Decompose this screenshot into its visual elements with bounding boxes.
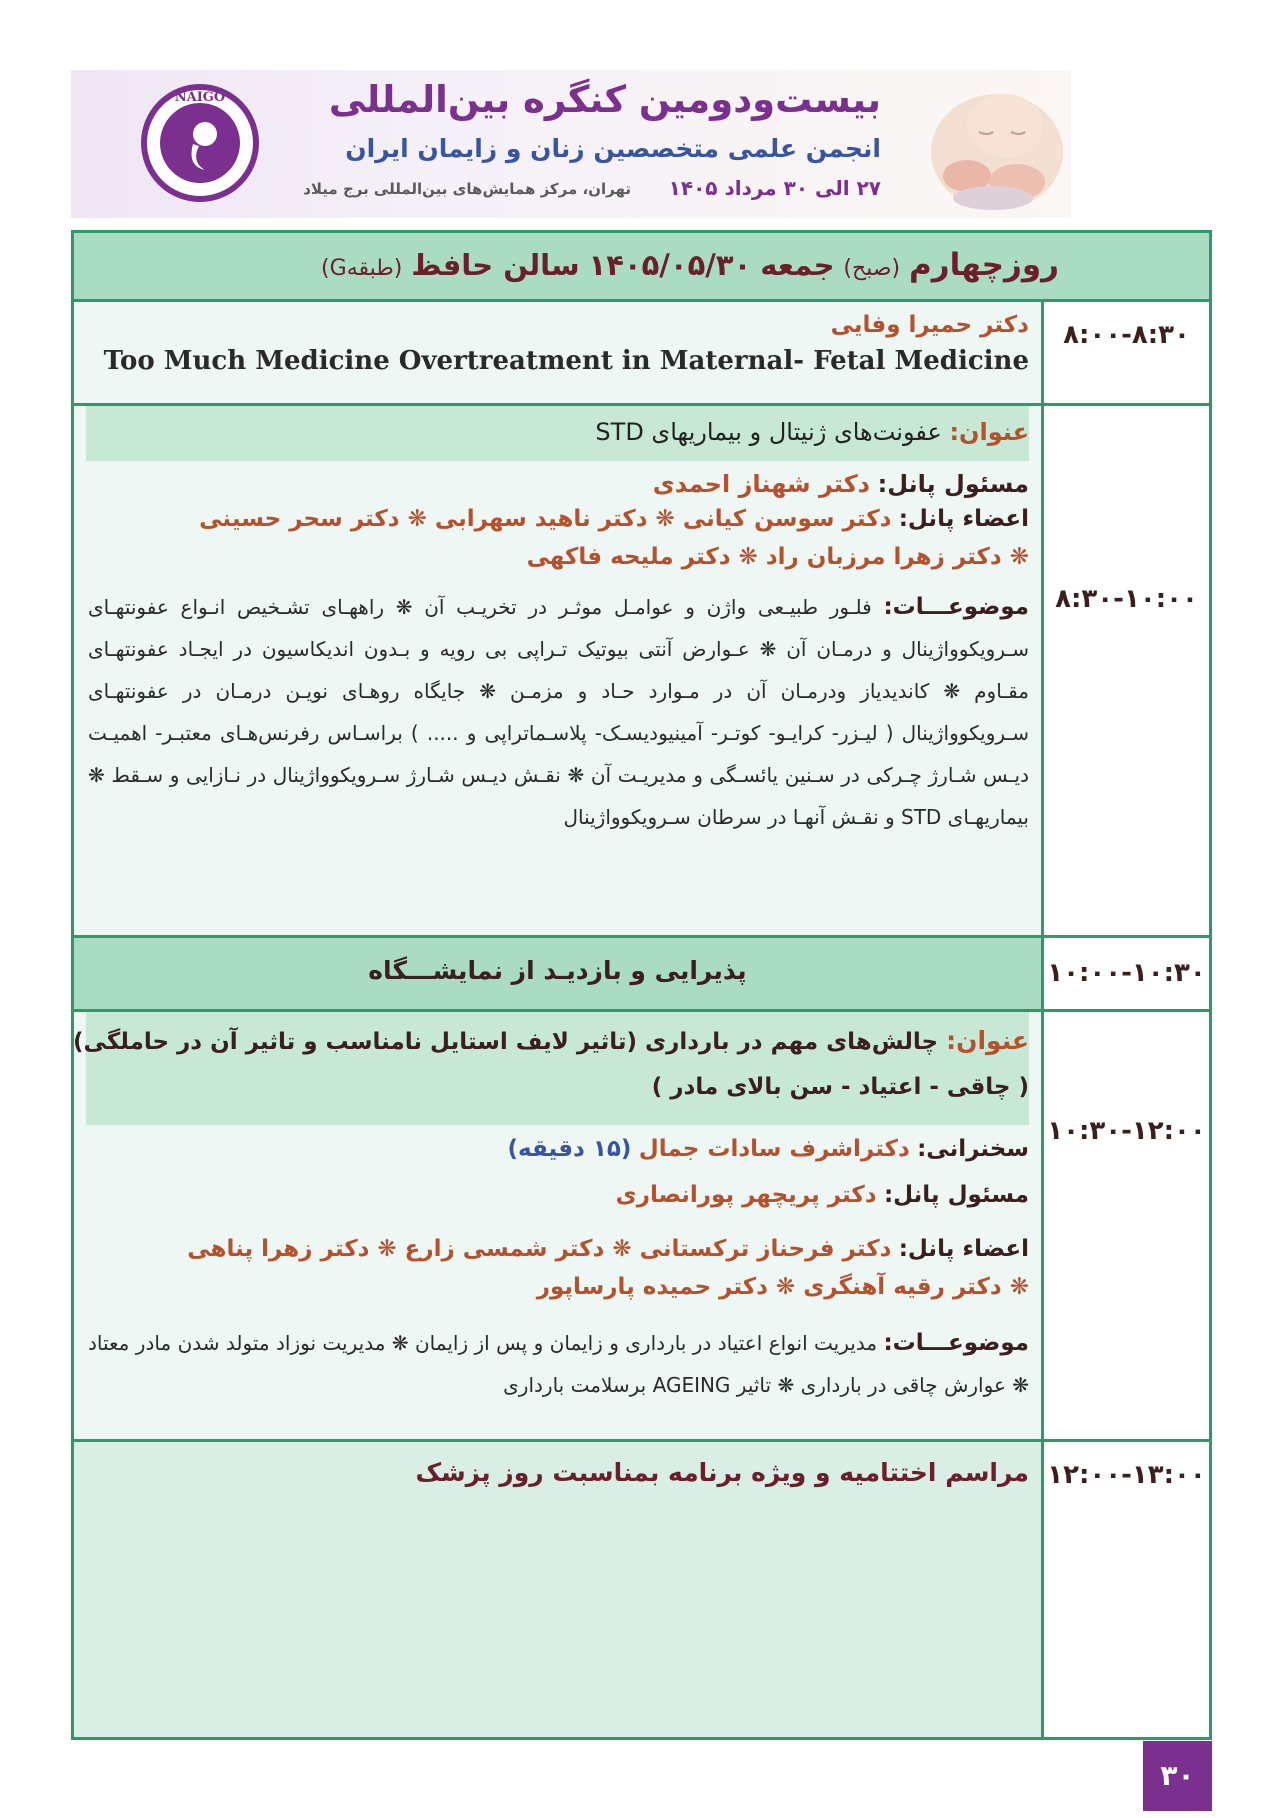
day-hall: سالن حافظ — [411, 248, 580, 282]
day-date: ۱۴۰۵/۰۵/۳۰ — [588, 248, 752, 282]
chair-label: مسئول پانل: — [883, 1182, 1029, 1208]
members-line-2: ❋ دکتر زهرا مرزبان راد ❋ دکتر ملیحه فاکهی — [526, 544, 1029, 570]
session-time: ۱۰:۰۰-۱۰:۳۰ — [1041, 938, 1209, 1009]
session-content — [74, 1012, 1041, 1439]
subjects-text: فلـور طبیـعی واژن و عوامـل موثـر در تخریـب آن ❋ راههـای تشـخیص انـواع عفونتهـای سـرویکوواژینال و درمـان آن ❋ عـوارض آنتی بیوتیک تـراپی بی رویه و بـدون اندیکاسیون در ایجـاد عفونتهـای مقـاوم ❋ کاندیدیاز ودرمـان آن در مـوارد حـاد و مزمـن ❋ جایگاه روهـای نویـن درمـان در عفونتهـای سـرویکوواژینال ( لیـزر- کرایـو- کوتـر- آمینیودیسـک- پلاسـماتراپی و ..... ) براسـاس رفرنس‌هـای معتبـر- اهمیـت دیـس شـارژ چـرکی در سـنین یائسـگی و مدیریـت آن ❋ نقـش دیـس شـارژ سـرویکوواژینال در نـازایی و سـقط ❋ بیماریهـای STD و نقـش آنهـا در سرطان سـرویکوواژینال — [88, 595, 1029, 829]
members-label: اعضاء پانل: — [898, 506, 1029, 532]
chair-label: مسئول پانل: — [877, 470, 1029, 498]
topic-label: عنوان: — [946, 1026, 1029, 1055]
break-title: پذیرایی و بازدیـد از نمایشـــگاه — [368, 956, 747, 985]
panel-members — [187, 1236, 1029, 1262]
session-time: ۱۰:۳۰-۱۲:۰۰ — [1041, 1012, 1209, 1439]
session-content — [74, 406, 1041, 935]
speech-speaker: دکتراشرف سادات جمال — [638, 1136, 910, 1162]
session-content — [74, 938, 1041, 1009]
session-content — [74, 302, 1041, 403]
congress-subtitle: انجمن علمی متخصصین زنان و زایمان ایران — [345, 134, 881, 163]
day-header-row — [74, 233, 1209, 302]
session-row — [74, 406, 1209, 938]
newborn-image — [917, 74, 1067, 214]
session-speaker: دکتر حمیرا وفایی — [830, 312, 1029, 338]
session-content — [74, 1442, 1041, 1737]
chair-name: دکتر پریچهر پورانصاری — [615, 1182, 877, 1208]
session-row — [74, 938, 1209, 1012]
subjects-label: موضوعـــات: — [883, 1330, 1030, 1356]
chair-name: دکتر شهناز احمدی — [652, 470, 870, 498]
congress-title: بیست‌ودومین کنگره بین‌المللی — [328, 78, 881, 121]
panel-chair — [653, 470, 1029, 498]
speech-label: سخنرانی: — [917, 1136, 1029, 1162]
session-row — [74, 302, 1209, 406]
members-line-1: دکتر فرحناز ترکستانی ❋ دکتر شمسی زارع ❋ دکتر زهرا پناهی — [187, 1236, 892, 1262]
day-header — [321, 247, 1059, 283]
session-time: ۸:۰۰-۸:۳۰ — [1041, 302, 1209, 403]
session-time: ۱۲:۰۰-۱۳:۰۰ — [1041, 1442, 1209, 1737]
topic-label: عنوان: — [949, 418, 1029, 446]
session-topic — [73, 1026, 1029, 1055]
members-line-2: ❋ دکتر رقیه آهنگری ❋ دکتر حمیده پارساپور — [536, 1274, 1029, 1300]
members-label: اعضاء پانل: — [898, 1236, 1029, 1262]
logo-text: NAIGO — [174, 90, 226, 105]
naigo-logo — [141, 84, 259, 202]
closing-title: مراسم اختتامیه و ویژه برنامه بمناسبت روز پزشک — [415, 1458, 1029, 1487]
session-time: ۸:۳۰-۱۰:۰۰ — [1041, 406, 1209, 935]
day-weekday: جمعه — [760, 248, 835, 282]
session-row — [74, 1442, 1209, 1737]
subjects-text: مدیریت انواع اعتیاد در بارداری و زایمان و پس از زایمان ❋ مدیریت نوزاد متولد شدن مادر معتاد ❋ عوارش چاقی در بارداری ❋ تاثیر AGEING برسلامت بارداری — [88, 1331, 1029, 1397]
topic-text: عفونت‌های ژنیتال و بیماریهای STD — [595, 418, 942, 446]
speech-duration: (۱۵ دقیقه) — [507, 1136, 632, 1162]
session-row — [74, 1012, 1209, 1442]
topic-line-1: چالش‌های مهم در بارداری (تاثیر لایف استایل نامناسب و تاثیر آن در حاملگی) — [73, 1029, 939, 1055]
session-subjects — [88, 586, 1029, 838]
congress-date: ۲۷ الی ۳۰ مرداد ۱۴۰۵ — [668, 176, 881, 200]
panel-members — [199, 506, 1029, 532]
topic-line-2: ( چاقی - اعتیاد - سن بالای مادر ) — [651, 1074, 1029, 1100]
panel-chair — [616, 1182, 1029, 1208]
session-topic — [595, 418, 1029, 446]
program-table — [71, 230, 1212, 1740]
session-title: Too Much Medicine Overtreatment in Maternal- Fetal Medicine — [103, 346, 1029, 376]
congress-venue: تهران، مرکز همایش‌های بین‌المللی برج میلاد — [303, 180, 631, 198]
subjects-label: موضوعـــات: — [883, 594, 1030, 620]
day-floor: (طبقهG) — [321, 256, 403, 281]
members-line-1: دکتر سوسن کیانی ❋ دکتر ناهید سهرابی ❋ دکتر سحر حسینی — [199, 506, 892, 532]
page-number: ۳۰ — [1143, 1741, 1212, 1811]
day-period: (صبح) — [843, 256, 901, 281]
day-name: روزچهارم — [909, 247, 1059, 283]
congress-banner — [71, 70, 1071, 218]
session-subjects — [88, 1322, 1029, 1406]
session-speech — [508, 1136, 1029, 1162]
